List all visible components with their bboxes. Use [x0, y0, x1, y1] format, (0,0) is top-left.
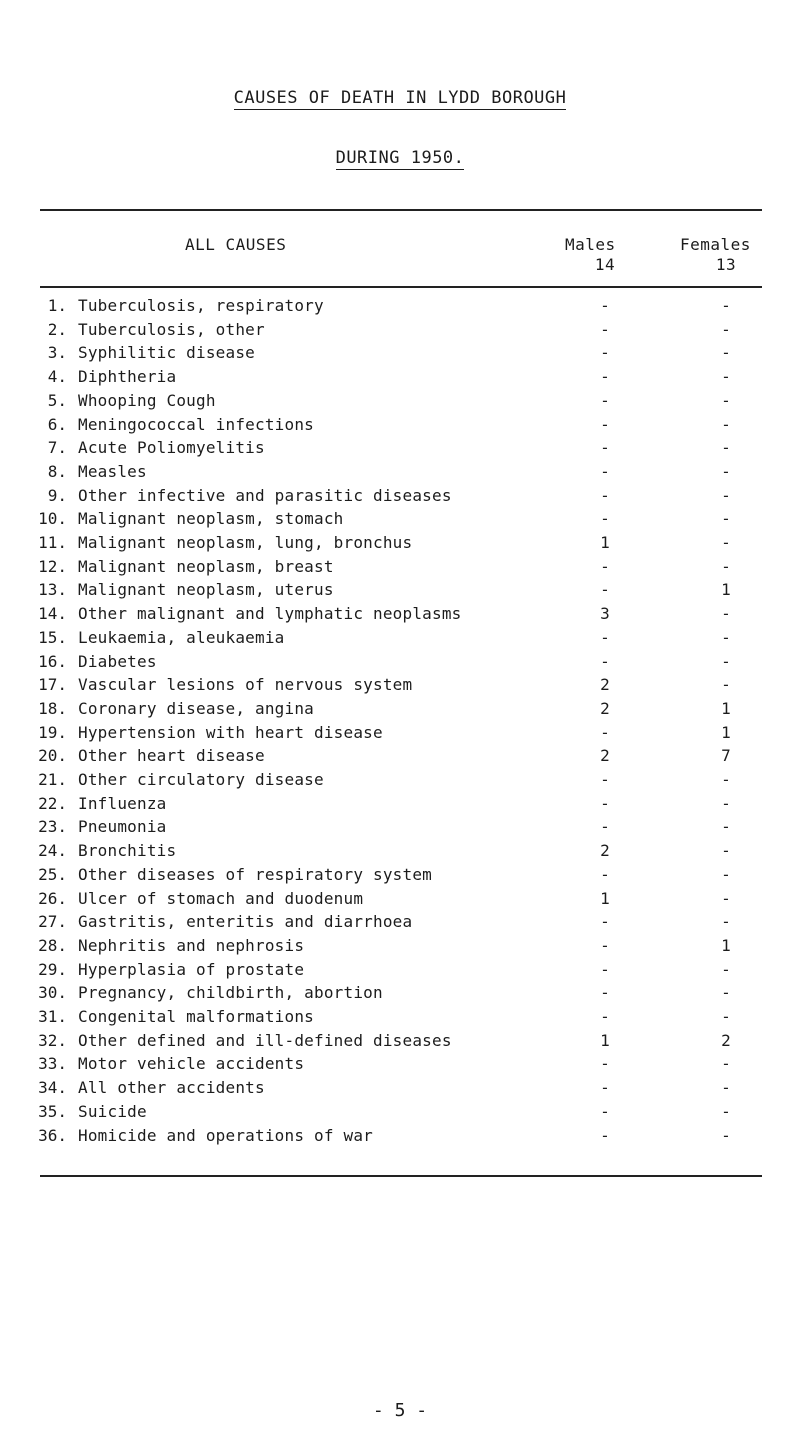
- row-number: 7.: [47, 438, 67, 458]
- males-count: -: [600, 627, 610, 647]
- row-number: 5.: [47, 390, 67, 410]
- males-count: -: [600, 367, 610, 387]
- females-count: -: [721, 864, 731, 884]
- males-count: -: [600, 556, 610, 576]
- table-row: [0, 391, 800, 415]
- males-count: -: [600, 438, 610, 458]
- row-number: 4.: [47, 367, 67, 387]
- cause-name: Hypertension with heart disease: [78, 722, 383, 742]
- row-number: 18.: [38, 698, 67, 718]
- table-row: [0, 1031, 800, 1055]
- females-count: -: [721, 651, 731, 671]
- row-number: 9.: [47, 485, 67, 505]
- row-number: 34.: [38, 1078, 67, 1098]
- row-number: 3.: [47, 343, 67, 363]
- males-count: -: [600, 343, 610, 363]
- males-count: -: [600, 580, 610, 600]
- cause-name: Diphtheria: [78, 367, 177, 387]
- cause-name: Malignant neoplasm, lung, bronchus: [78, 533, 413, 552]
- row-number: 23.: [38, 817, 67, 837]
- cause-name: Vascular lesions of nervous system: [78, 675, 413, 695]
- cause-name: Ulcer of stomach and duodenum: [78, 888, 364, 908]
- row-number: 21.: [38, 770, 67, 789]
- table-row: [0, 557, 800, 581]
- table-row: [0, 604, 800, 628]
- row-number: 16.: [38, 651, 67, 671]
- females-count: 7: [721, 746, 731, 766]
- table-row: [0, 865, 800, 889]
- males-count: -: [600, 817, 610, 837]
- row-number: 2.: [47, 319, 67, 339]
- row-number: 35.: [38, 1101, 67, 1121]
- table-row: [0, 770, 800, 794]
- table-row: [0, 320, 800, 344]
- table-row: [0, 1078, 800, 1102]
- table-row: [0, 509, 800, 533]
- table-row: [0, 343, 800, 367]
- row-number: 25.: [38, 864, 67, 884]
- females-count: -: [721, 675, 731, 695]
- females-count: -: [721, 959, 731, 979]
- cause-name: Influenza: [78, 793, 167, 813]
- row-number: 19.: [38, 722, 67, 742]
- cause-name: Syphilitic disease: [78, 343, 255, 363]
- cause-name: Other malignant and lymphatic neoplasms: [78, 604, 462, 624]
- females-count: 1: [721, 580, 731, 600]
- females-count: 1: [721, 935, 731, 955]
- females-count: -: [721, 367, 731, 387]
- cause-name: Congenital malformations: [78, 1007, 314, 1026]
- females-count: -: [721, 533, 731, 552]
- row-number: 11.: [38, 533, 67, 552]
- all-causes-label: ALL CAUSES: [185, 235, 287, 254]
- females-count: 1: [721, 722, 731, 742]
- males-count: -: [600, 722, 610, 742]
- table-row: [0, 580, 800, 604]
- cause-name: Homicide and operations of war: [78, 1125, 373, 1145]
- cause-name: Pneumonia: [78, 817, 167, 837]
- females-count: -: [721, 770, 731, 789]
- cause-name: Nephritis and nephrosis: [78, 935, 305, 955]
- cause-name: Coronary disease, angina: [78, 698, 314, 718]
- females-header: Females: [680, 235, 751, 254]
- table-row: [0, 983, 800, 1007]
- cause-name: Malignant neoplasm, breast: [78, 556, 334, 576]
- females-count: -: [721, 414, 731, 434]
- row-number: 33.: [38, 1054, 67, 1074]
- females-count: -: [721, 1078, 731, 1098]
- table-row: [0, 841, 800, 865]
- males-count: -: [600, 1054, 610, 1074]
- table-row: [0, 533, 800, 557]
- cause-name: Whooping Cough: [78, 390, 216, 410]
- cause-name: Meningococcal infections: [78, 414, 314, 434]
- table-row: [0, 1102, 800, 1126]
- row-number: 13.: [38, 580, 67, 600]
- cause-name: Motor vehicle accidents: [78, 1054, 305, 1074]
- cause-name: Gastritis, enteritis and diarrhoea: [78, 912, 413, 932]
- males-count: 1: [600, 888, 610, 908]
- table-row: [0, 699, 800, 723]
- cause-name: Tuberculosis, other: [78, 319, 265, 339]
- table-row: [0, 1054, 800, 1078]
- females-count: -: [721, 390, 731, 410]
- table-row: [0, 723, 800, 747]
- table-row: [0, 912, 800, 936]
- table-row: [0, 486, 800, 510]
- table-row: [0, 794, 800, 818]
- males-count: -: [600, 651, 610, 671]
- row-number: 36.: [38, 1125, 67, 1145]
- row-number: 27.: [38, 912, 67, 932]
- row-number: 26.: [38, 888, 67, 908]
- males-count: -: [600, 1007, 610, 1026]
- table-row: [0, 652, 800, 676]
- females-count: -: [721, 1007, 731, 1026]
- cause-name: Measles: [78, 461, 147, 481]
- row-number: 22.: [38, 793, 67, 813]
- females-total: 13: [715, 255, 737, 274]
- table-row: [0, 1126, 800, 1150]
- males-count: 2: [600, 746, 610, 766]
- table-row: [0, 1007, 800, 1031]
- cause-name: Acute Poliomyelitis: [78, 438, 265, 458]
- males-count: 1: [600, 1030, 610, 1050]
- males-count: 2: [600, 841, 610, 861]
- females-count: -: [721, 817, 731, 837]
- females-count: -: [721, 296, 731, 315]
- table-row: [0, 889, 800, 913]
- row-number: 8.: [47, 461, 67, 481]
- males-count: -: [600, 935, 610, 955]
- row-number: 31.: [38, 1007, 67, 1026]
- table-row: [0, 367, 800, 391]
- females-count: -: [721, 983, 731, 1003]
- bottom-rule: [40, 1175, 762, 1177]
- row-number: 12.: [38, 556, 67, 576]
- females-count: -: [721, 343, 731, 363]
- males-count: -: [600, 959, 610, 979]
- cause-name: Other circulatory disease: [78, 770, 324, 789]
- females-count: -: [721, 1101, 731, 1121]
- page-number: - 5 -: [372, 1400, 428, 1421]
- row-number: 14.: [38, 604, 67, 624]
- cause-name: Suicide: [78, 1101, 147, 1121]
- males-total: 14: [594, 255, 616, 274]
- females-count: -: [721, 1054, 731, 1074]
- females-count: -: [721, 556, 731, 576]
- cause-name: Leukaemia, aleukaemia: [78, 627, 285, 647]
- page-title-text: CAUSES OF DEATH IN LYDD BOROUGH: [233, 88, 567, 108]
- page-subtitle: [0, 148, 800, 168]
- table-row: [0, 438, 800, 462]
- females-count: -: [721, 1125, 731, 1145]
- row-number: 15.: [38, 627, 67, 647]
- males-header: Males: [565, 235, 616, 254]
- males-count: 3: [600, 604, 610, 624]
- males-count: -: [600, 912, 610, 932]
- page-title: [0, 88, 800, 108]
- cause-name: Other infective and parasitic diseases: [78, 485, 452, 505]
- males-count: -: [600, 793, 610, 813]
- males-count: -: [600, 461, 610, 481]
- cause-name: Diabetes: [78, 651, 157, 671]
- table-row: [0, 817, 800, 841]
- females-count: -: [721, 841, 731, 861]
- males-count: 2: [600, 698, 610, 718]
- table-row: [0, 675, 800, 699]
- males-count: -: [600, 509, 610, 529]
- females-count: -: [721, 319, 731, 339]
- males-count: -: [600, 319, 610, 339]
- females-count: -: [721, 438, 731, 458]
- cause-name: Bronchitis: [78, 841, 177, 861]
- females-count: -: [721, 888, 731, 908]
- table-row: [0, 936, 800, 960]
- females-count: -: [721, 793, 731, 813]
- females-count: -: [721, 485, 731, 505]
- males-count: -: [600, 864, 610, 884]
- cause-name: Other diseases of respiratory system: [78, 864, 432, 884]
- males-count: -: [600, 1078, 610, 1098]
- cause-name: Hyperplasia of prostate: [78, 959, 305, 979]
- row-number: 20.: [38, 746, 67, 766]
- table-row: [0, 960, 800, 984]
- table-row: [0, 296, 800, 320]
- row-number: 28.: [38, 935, 67, 955]
- males-count: 1: [600, 533, 610, 552]
- cause-name: Malignant neoplasm, uterus: [78, 580, 334, 600]
- males-count: -: [600, 485, 610, 505]
- males-count: 2: [600, 675, 610, 695]
- males-count: -: [600, 770, 610, 789]
- males-count: -: [600, 296, 610, 315]
- row-number: 1.: [47, 296, 67, 315]
- table-row: [0, 415, 800, 439]
- females-count: -: [721, 509, 731, 529]
- row-number: 10.: [38, 509, 67, 529]
- row-number: 29.: [38, 959, 67, 979]
- table-row: [0, 628, 800, 652]
- top-rule: [40, 209, 762, 211]
- females-count: 2: [721, 1030, 731, 1050]
- row-number: 17.: [38, 675, 67, 695]
- cause-name: Other heart disease: [78, 746, 265, 766]
- header-rule: [40, 286, 762, 288]
- table-row: [0, 462, 800, 486]
- cause-name: Tuberculosis, respiratory: [78, 296, 324, 315]
- females-count: -: [721, 627, 731, 647]
- females-count: -: [721, 912, 731, 932]
- cause-name: Other defined and ill-defined diseases: [78, 1030, 452, 1050]
- females-count: -: [721, 461, 731, 481]
- row-number: 30.: [38, 983, 67, 1003]
- cause-name: All other accidents: [78, 1078, 265, 1098]
- females-count: -: [721, 604, 731, 624]
- cause-name: Malignant neoplasm, stomach: [78, 509, 344, 529]
- row-number: 6.: [47, 414, 67, 434]
- cause-name: Pregnancy, childbirth, abortion: [78, 983, 383, 1003]
- males-count: -: [600, 983, 610, 1003]
- males-count: -: [600, 1101, 610, 1121]
- row-number: 32.: [38, 1030, 67, 1050]
- row-number: 24.: [38, 841, 67, 861]
- males-count: -: [600, 390, 610, 410]
- table-row: [0, 746, 800, 770]
- males-count: -: [600, 414, 610, 434]
- page-subtitle-text: DURING 1950.: [335, 148, 465, 168]
- females-count: 1: [721, 698, 731, 718]
- males-count: -: [600, 1125, 610, 1145]
